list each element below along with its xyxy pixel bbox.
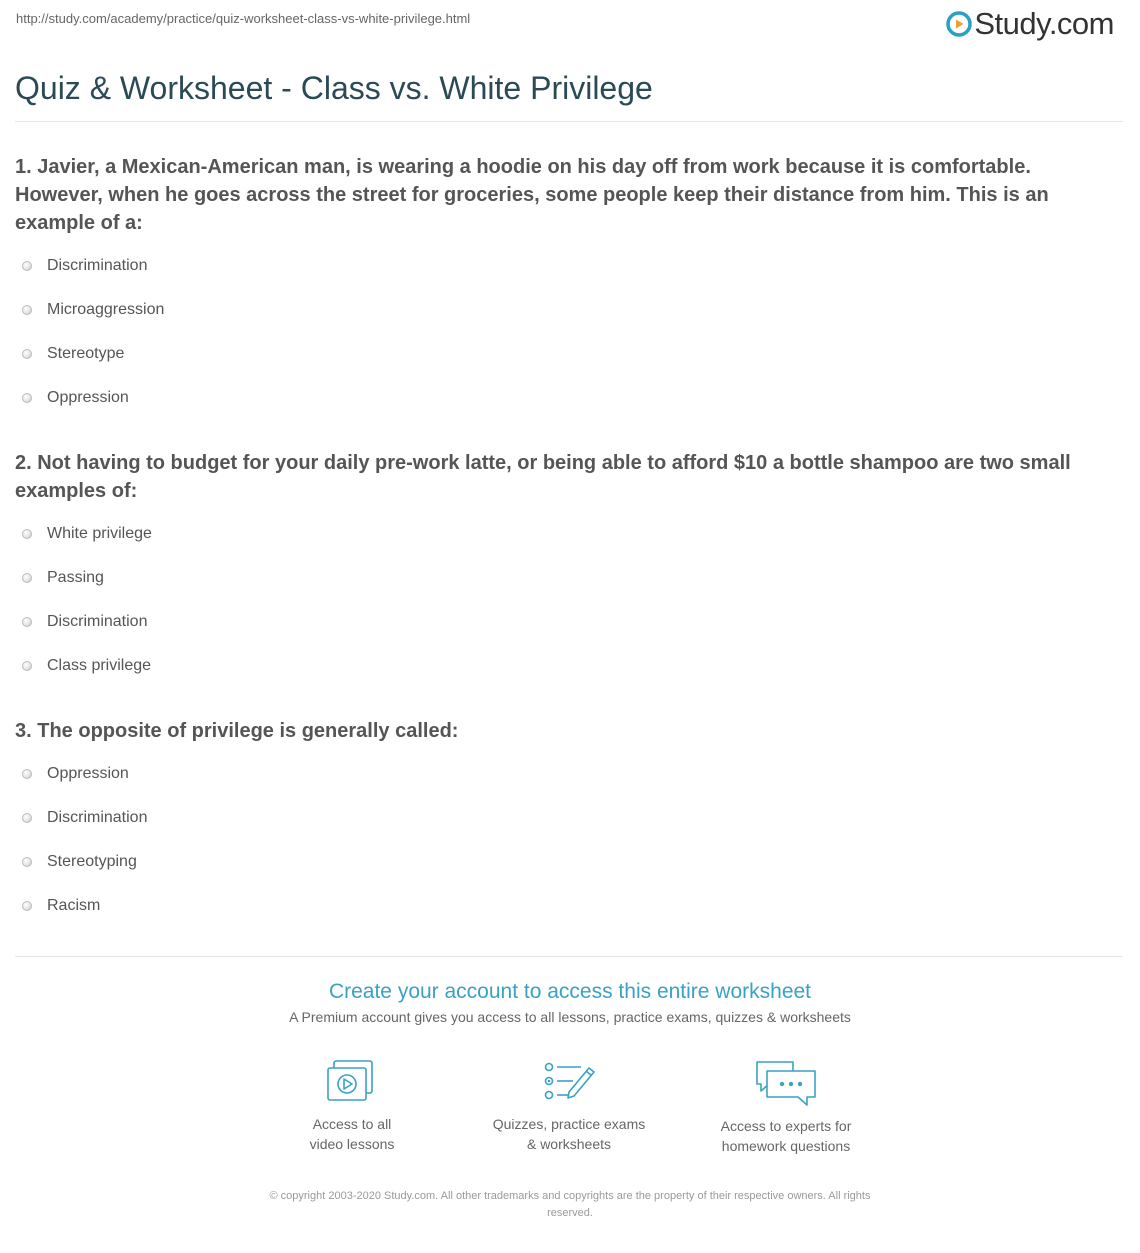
chat-experts-icon (753, 1058, 819, 1108)
title-divider (15, 121, 1123, 122)
option-label: White privilege (47, 525, 152, 542)
answer-option[interactable] (22, 332, 164, 376)
play-logo-icon (946, 11, 972, 37)
radio-button[interactable] (22, 393, 32, 403)
option-label: Passing (47, 569, 104, 586)
feature-quizzes (469, 1058, 669, 1154)
option-label: Microaggression (47, 301, 165, 318)
radio-button[interactable] (22, 617, 32, 627)
answer-option[interactable] (22, 644, 152, 688)
feature-experts (686, 1058, 886, 1156)
copyright-notice: © copyright 2003-2020 Study.com. All other trademarks and copyrights are the property of their respective owners. All rights reserved. (269, 1190, 871, 1219)
cta-divider (15, 956, 1123, 957)
question-3-text: 3. The opposite of privilege is generally called: (15, 720, 459, 742)
radio-button[interactable] (22, 305, 32, 315)
radio-button[interactable] (22, 261, 32, 271)
question-1-options (22, 244, 164, 420)
answer-option[interactable] (22, 600, 152, 644)
option-label: Discrimination (47, 613, 148, 630)
answer-option[interactable] (22, 884, 147, 928)
option-label: Discrimination (47, 809, 148, 826)
question-2-text: 2. Not having to budget for your daily pre-work latte, or being able to afford $10 a bottle shampoo are two small examples of: (15, 452, 1071, 502)
radio-button[interactable] (22, 573, 32, 583)
answer-option[interactable] (22, 840, 147, 884)
radio-button[interactable] (22, 813, 32, 823)
answer-option[interactable] (22, 288, 164, 332)
cta-subtitle: A Premium account gives you access to all lessons, practice exams, quizzes & worksheets (289, 1009, 851, 1025)
radio-button[interactable] (22, 769, 32, 779)
answer-option[interactable] (22, 244, 164, 288)
option-label: Stereotyping (47, 853, 137, 870)
radio-button[interactable] (22, 661, 32, 671)
answer-option[interactable] (22, 556, 152, 600)
answer-option[interactable] (22, 376, 164, 420)
logo-text: Study.com (974, 6, 1114, 41)
feature-label: Quizzes, practice exams & worksheets (492, 1116, 646, 1152)
radio-button[interactable] (22, 901, 32, 911)
video-lessons-icon (324, 1058, 380, 1106)
radio-button[interactable] (22, 857, 32, 867)
answer-option[interactable] (22, 512, 152, 556)
option-label: Oppression (47, 389, 129, 406)
feature-video-lessons (252, 1058, 452, 1154)
question-1-text: 1. Javier, a Mexican-American man, is wearing a hoodie on his day off from work because it is comfortable. However, when he goes across the street for groceries, some people keep their distance from him. This is an example of a: (15, 156, 1049, 234)
radio-button[interactable] (22, 349, 32, 359)
page-url: http://study.com/academy/practice/quiz-worksheet-class-vs-white-privilege.html (16, 11, 471, 26)
create-account-link[interactable]: Create your account to access this entire worksheet (328, 980, 812, 1003)
feature-label: Access to experts for homework questions (720, 1118, 852, 1154)
radio-button[interactable] (22, 529, 32, 539)
feature-label: Access to all video lessons (309, 1116, 395, 1152)
answer-option[interactable] (22, 752, 147, 796)
study-com-logo[interactable] (946, 6, 1114, 42)
question-3-options (22, 752, 147, 928)
option-label: Oppression (47, 765, 129, 782)
option-label: Discrimination (47, 257, 148, 274)
question-2-options (22, 512, 152, 688)
option-label: Class privilege (47, 657, 152, 674)
answer-option[interactable] (22, 796, 147, 840)
page-title: Quiz & Worksheet - Class vs. White Privilege (15, 70, 653, 106)
option-label: Racism (47, 897, 101, 914)
option-label: Stereotype (47, 345, 125, 362)
quiz-checklist-icon (541, 1058, 597, 1106)
